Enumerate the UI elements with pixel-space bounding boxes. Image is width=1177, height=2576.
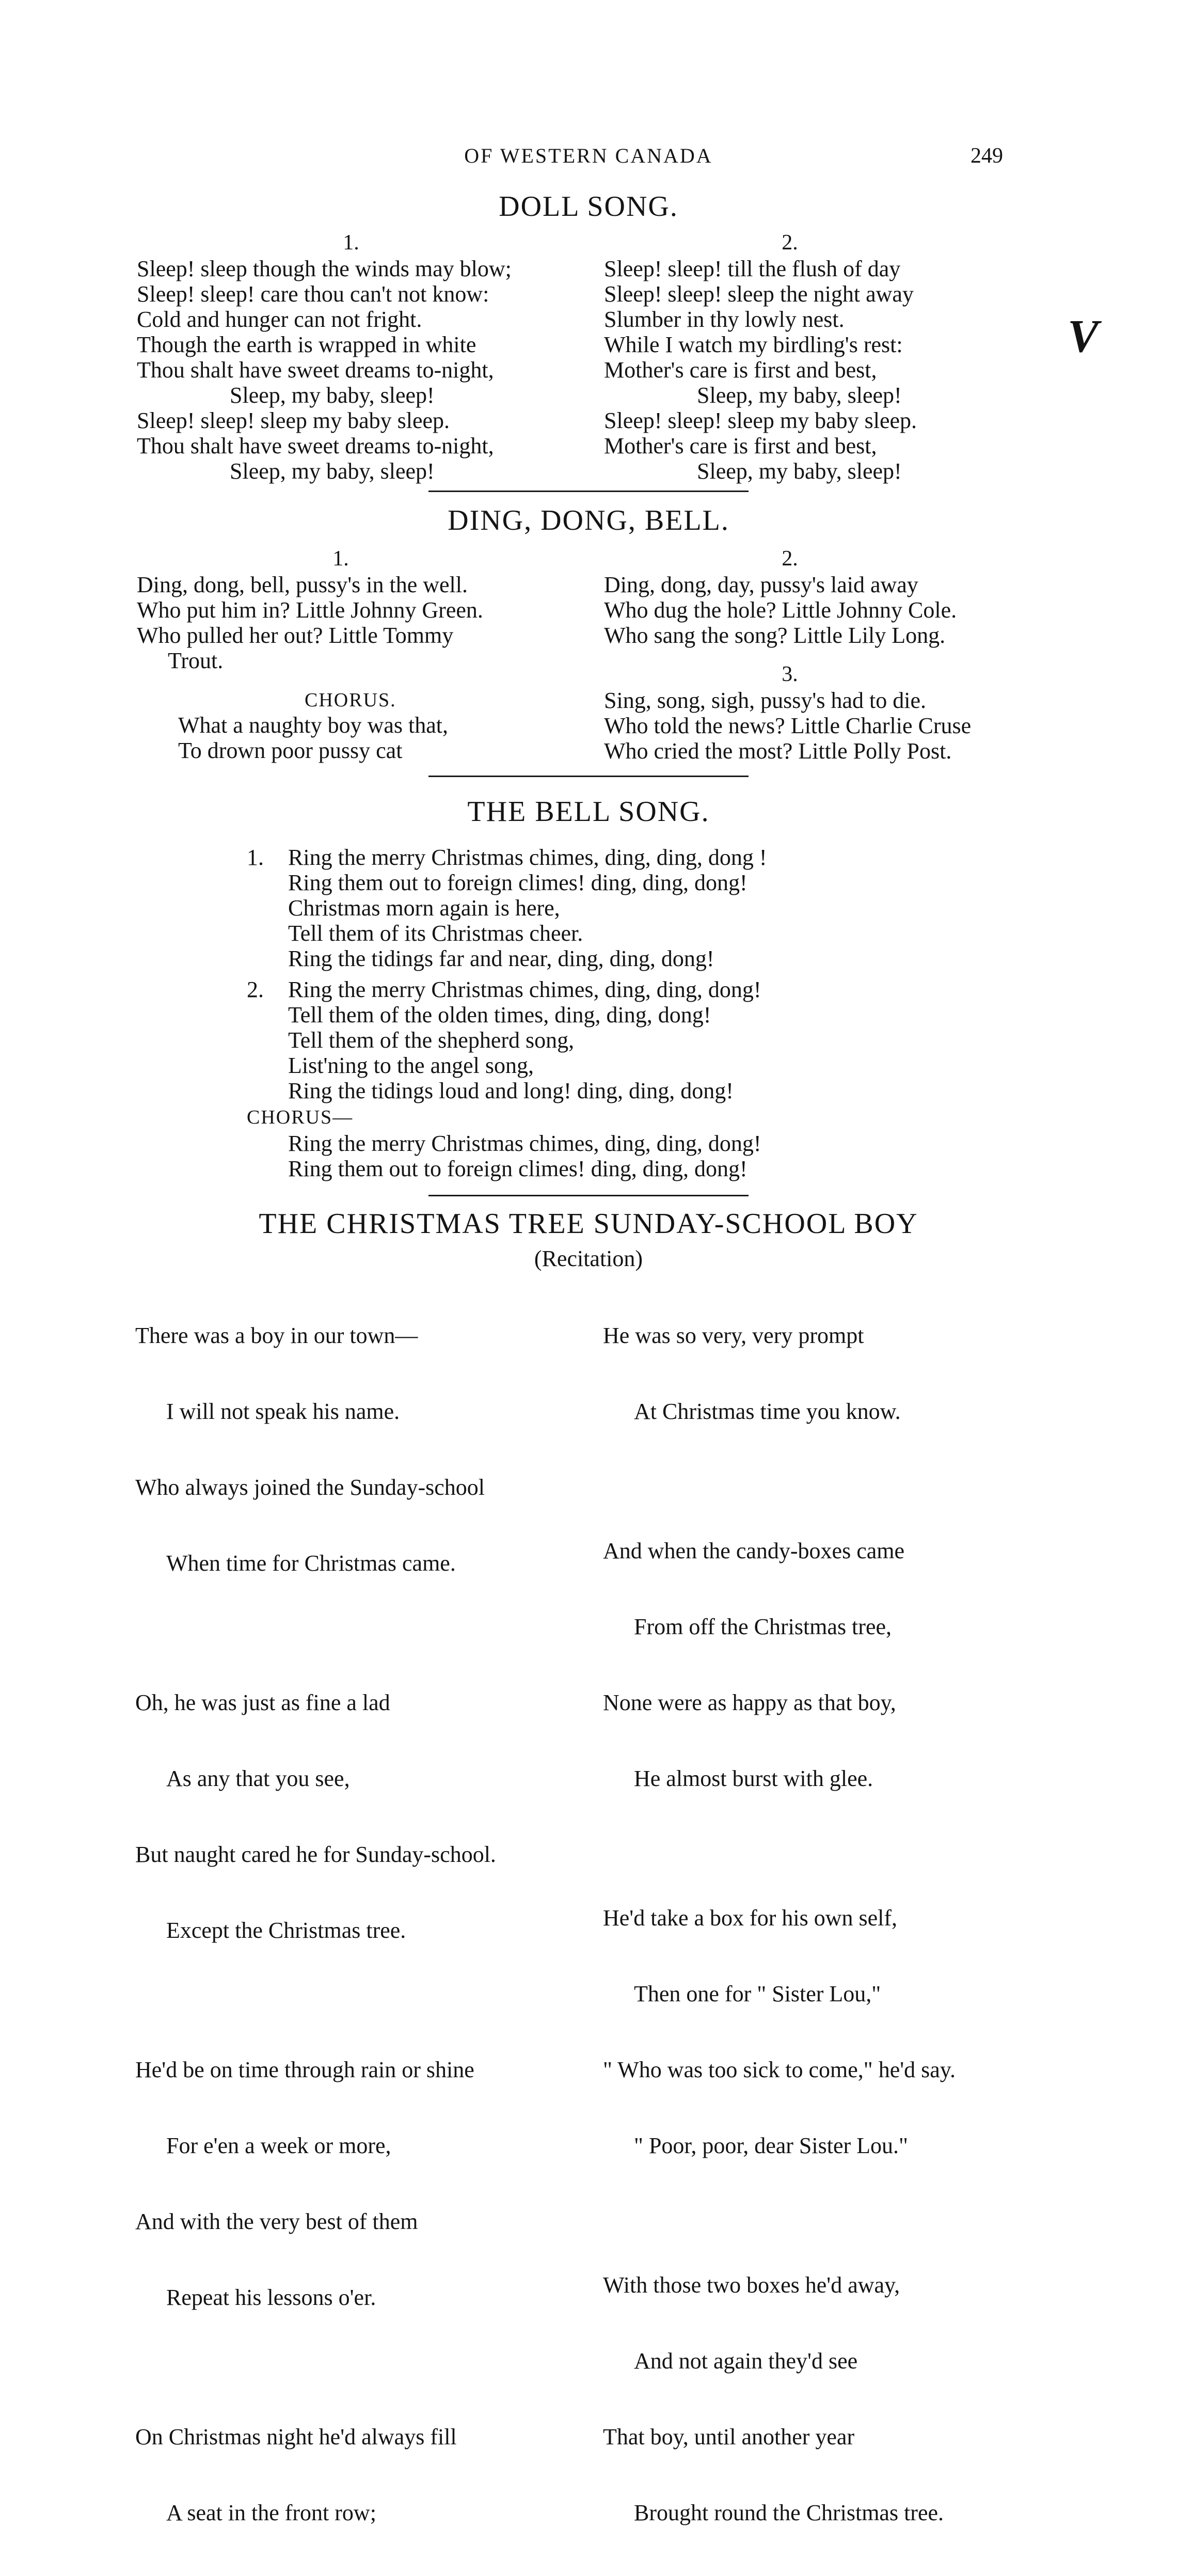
verse-line: Mother's care is first and best, bbox=[604, 357, 877, 383]
verse-line: Tell them of the shepherd song, bbox=[288, 1028, 575, 1053]
verse-line: He'd be on time through rain or shine bbox=[135, 2057, 474, 2082]
verse-line: Repeat his lessons o'er. bbox=[166, 2285, 376, 2310]
stanza bbox=[603, 2222, 1088, 2576]
margin-check-mark: V bbox=[1068, 311, 1099, 362]
section-divider bbox=[428, 491, 749, 492]
verse-line: Tell them of the olden times, ding, ding, dong! bbox=[288, 1002, 711, 1028]
christmas-tree-subtitle: (Recitation) bbox=[534, 1246, 643, 1271]
verse-line: Ding, dong, day, pussy's laid away bbox=[604, 572, 918, 597]
verse-line: Ring the merry Christmas chimes, ding, ding, dong! bbox=[288, 1131, 761, 1156]
verse-line: Thou shalt have sweet dreams to-night, bbox=[137, 357, 494, 383]
verse-line: Ring the tidings far and near, ding, ding, dong! bbox=[288, 946, 714, 971]
verse-line: Oh, he was just as fine a lad bbox=[135, 1690, 390, 1715]
verse-line: But naught cared he for Sunday-school. bbox=[135, 1842, 496, 1867]
bell-verse1 bbox=[288, 845, 959, 971]
running-head bbox=[0, 144, 1177, 175]
verse-line: None were as happy as that boy, bbox=[603, 1690, 896, 1715]
stanza bbox=[135, 1639, 590, 1994]
doll-song-title: DOLL SONG. bbox=[499, 191, 678, 223]
bell-verse2 bbox=[288, 977, 959, 1103]
verse-line: Sleep! sleep! care thou can't not know: bbox=[137, 281, 489, 307]
stanza bbox=[603, 1855, 1088, 2209]
verse-line: At Christmas time you know. bbox=[634, 1399, 901, 1424]
verse-line: Ring them out to foreign climes! ding, ding, dong! bbox=[288, 870, 747, 895]
verse-line: With those two boxes he'd away, bbox=[603, 2272, 900, 2298]
verse-line: Who pulled her out? Little Tommy bbox=[137, 623, 454, 648]
doll-verse1-number: 1. bbox=[343, 231, 359, 255]
verse-line: There was a boy in our town— bbox=[135, 1323, 418, 1348]
verse-line: Ring the merry Christmas chimes, ding, ding, dong! bbox=[288, 977, 761, 1002]
verse-line: " Poor, poor, dear Sister Lou." bbox=[634, 2133, 908, 2158]
verse-line: Sing, song, sigh, pussy's had to die. bbox=[604, 688, 926, 713]
verse-line: List'ning to the angel song, bbox=[288, 1053, 534, 1078]
ding-dong-title: DING, DONG, BELL. bbox=[448, 504, 729, 536]
verse-line: " Who was too sick to come," he'd say. bbox=[603, 2057, 956, 2082]
verse-line: What a naughty boy was that, bbox=[178, 713, 448, 738]
verse-line: A seat in the front row; bbox=[166, 2500, 376, 2525]
verse-line: While I watch my birdling's rest: bbox=[604, 332, 903, 357]
verse-line: Cold and hunger can not fright. bbox=[137, 307, 422, 332]
verse-line: Sleep! sleep! till the flush of day bbox=[604, 256, 901, 281]
ding-verse3-number: 3. bbox=[782, 662, 798, 686]
verse-line: And when the candy-boxes came bbox=[603, 1538, 905, 1563]
ding-verse1 bbox=[137, 572, 591, 673]
doll-verse2-number: 2. bbox=[782, 231, 798, 255]
stanza bbox=[135, 1272, 590, 1626]
verse-line: Except the Christmas tree. bbox=[166, 1918, 406, 1943]
recitation-right-column bbox=[603, 1272, 1088, 2576]
verse-line: Tell them of its Christmas cheer. bbox=[288, 921, 583, 946]
verse-line: From off the Christmas tree, bbox=[634, 1614, 892, 1639]
verse-line: Though the earth is wrapped in white bbox=[137, 332, 476, 357]
ding-verse1-number: 1. bbox=[332, 547, 349, 571]
verse-line: Sleep! sleep though the winds may blow; bbox=[137, 256, 512, 281]
bell-verse1-number: 1. bbox=[247, 845, 264, 870]
verse-line: Who put him in? Little Johnny Green. bbox=[137, 597, 483, 623]
christmas-tree-title: THE CHRISTMAS TREE SUNDAY-SCHOOL BOY bbox=[259, 1208, 918, 1240]
verse-line: Slumber in thy lowly nest. bbox=[604, 307, 845, 332]
bell-song-title: THE BELL SONG. bbox=[467, 796, 710, 828]
verse-line: Ding, dong, bell, pussy's in the well. bbox=[137, 572, 468, 597]
verse-line: That boy, until another year bbox=[603, 2424, 855, 2449]
bell-chorus-label: CHORUS— bbox=[247, 1107, 354, 1128]
verse-line: Who cried the most? Little Polly Post. bbox=[604, 738, 952, 764]
verse-line: Sleep, my baby, sleep! bbox=[230, 459, 435, 484]
verse-line: Who sang the song? Little Lily Long. bbox=[604, 623, 946, 648]
verse-line: Sleep! sleep! sleep the night away bbox=[604, 281, 914, 307]
verse-line: Sleep! sleep! sleep my baby sleep. bbox=[137, 408, 450, 433]
ding-verse3 bbox=[604, 688, 1079, 764]
verse-line: To drown poor pussy cat bbox=[178, 738, 403, 763]
verse-line: And with the very best of them bbox=[135, 2209, 418, 2234]
page-number: 249 bbox=[971, 144, 1003, 168]
verse-line: For e'en a week or more, bbox=[166, 2133, 391, 2158]
verse-line: Ring them out to foreign climes! ding, ding, dong! bbox=[288, 1156, 747, 1181]
verse-line: And not again they'd see bbox=[634, 2348, 858, 2374]
verse-line: When time for Christmas came. bbox=[166, 1551, 456, 1576]
verse-line: On Christmas night he'd always fill bbox=[135, 2424, 457, 2449]
verse-line: He'd take a box for his own self, bbox=[603, 1905, 898, 1931]
section-divider bbox=[428, 776, 749, 777]
bell-chorus bbox=[288, 1131, 959, 1181]
verse-line: Ring the tidings loud and long! ding, ding, dong! bbox=[288, 1078, 734, 1103]
ding-chorus-label: CHORUS. bbox=[305, 689, 396, 711]
ding-verse2-number: 2. bbox=[782, 547, 798, 571]
stanza bbox=[135, 2006, 590, 2361]
verse-line: Sleep, my baby, sleep! bbox=[697, 459, 902, 484]
verse-line: Thou shalt have sweet dreams to-night, bbox=[137, 433, 494, 459]
verse-line: Sleep! sleep! sleep my baby sleep. bbox=[604, 408, 917, 433]
verse-line: Sleep, my baby, sleep! bbox=[697, 383, 902, 408]
verse-line: Then one for " Sister Lou," bbox=[634, 1981, 881, 2006]
stanza bbox=[135, 2374, 590, 2576]
verse-line: Sleep, my baby, sleep! bbox=[230, 383, 435, 408]
verse-line: Mother's care is first and best, bbox=[604, 433, 877, 459]
verse-line: He was so very, very prompt bbox=[603, 1323, 864, 1348]
doll-verse2 bbox=[604, 256, 1069, 484]
verse-line: As any that you see, bbox=[166, 1766, 350, 1791]
verse-line: Who told the news? Little Charlie Cruse bbox=[604, 713, 972, 738]
section-divider bbox=[428, 1195, 749, 1196]
bell-verse2-number: 2. bbox=[247, 977, 264, 1002]
doll-verse1 bbox=[137, 256, 601, 484]
verse-line: He almost burst with glee. bbox=[634, 1766, 873, 1791]
verse-line: Ring the merry Christmas chimes, ding, ding, dong ! bbox=[288, 845, 767, 870]
stanza bbox=[603, 1272, 1088, 1475]
recitation-left-column bbox=[135, 1272, 590, 2576]
verse-line: Christmas morn again is here, bbox=[288, 895, 560, 921]
verse-line: Who always joined the Sunday-school bbox=[135, 1475, 485, 1500]
ding-chorus bbox=[178, 713, 591, 763]
stanza bbox=[603, 1488, 1088, 1842]
verse-line: Who dug the hole? Little Johnny Cole. bbox=[604, 597, 957, 623]
running-title: OF WESTERN CANADA bbox=[464, 144, 713, 167]
verse-line: Brought round the Christmas tree. bbox=[634, 2500, 944, 2525]
verse-line: Trout. bbox=[168, 648, 224, 673]
ding-verse2 bbox=[604, 572, 1069, 648]
verse-line: I will not speak his name. bbox=[166, 1399, 400, 1424]
